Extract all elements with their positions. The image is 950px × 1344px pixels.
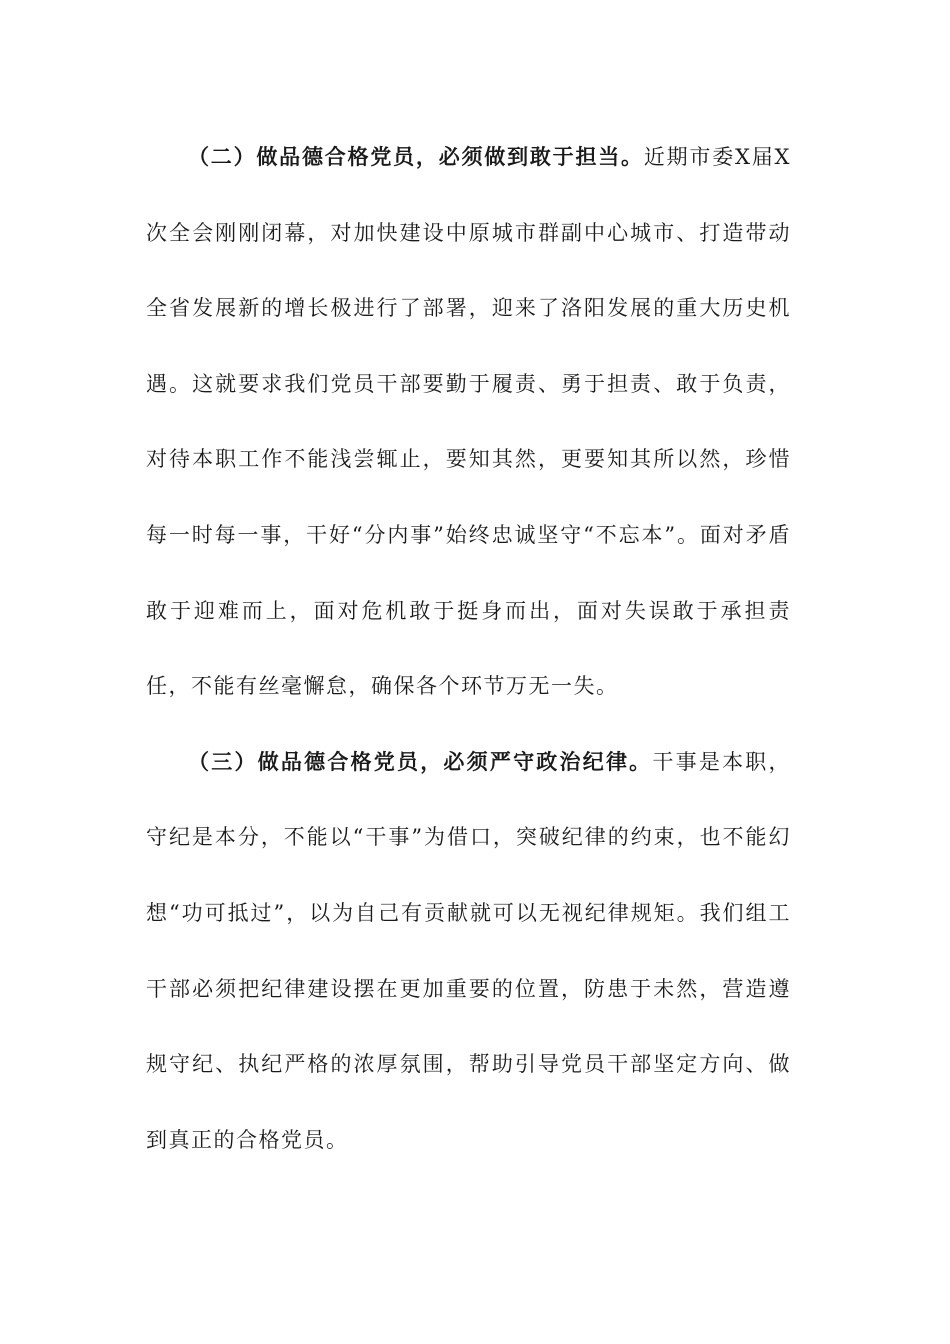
paragraph-section-3	[146, 725, 791, 1179]
paragraph-section-2	[146, 120, 791, 725]
section-body-2: 近期市委X届X次全会刚刚闭幕，对加快建设中原城市群副中心城市、打造带动全省发展新的增长极进行了部署，迎来了洛阳发展的重大历史机遇。这就要求我们党员干部要勤于履责、勇于担责、敢于负责，对待本职工作不能浅尝辄止，要知其然，更要知其所以然，珍惜每一时每一事，干好“分内事”始终忠诚坚守“不忘本”。面对矛盾敢于迎难而上，面对危机敢于挺身而出，面对失误敢于承担责任，不能有丝毫懈怠，确保各个环节万无一失。	[146, 145, 791, 699]
section-body-3: 干事是本职，守纪是本分，不能以“干事”为借口，突破纪律的约束，也不能幻想“功可抵过”，以为自己有贡献就可以无视纪律规矩。我们组工干部必须把纪律建设摆在更加重要的位置，防患于未然，营造遵规守纪、执纪严格的浓厚氛围，帮助引导党员干部坚定方向、做到真正的合格党员。	[146, 749, 792, 1152]
section-heading-2: （二）做品德合格党员，必须做到敢于担当。	[188, 145, 644, 169]
document-body	[146, 120, 791, 1178]
section-heading-3: （三）做品德合格党员，必须严守政治纪律。	[188, 749, 653, 774]
